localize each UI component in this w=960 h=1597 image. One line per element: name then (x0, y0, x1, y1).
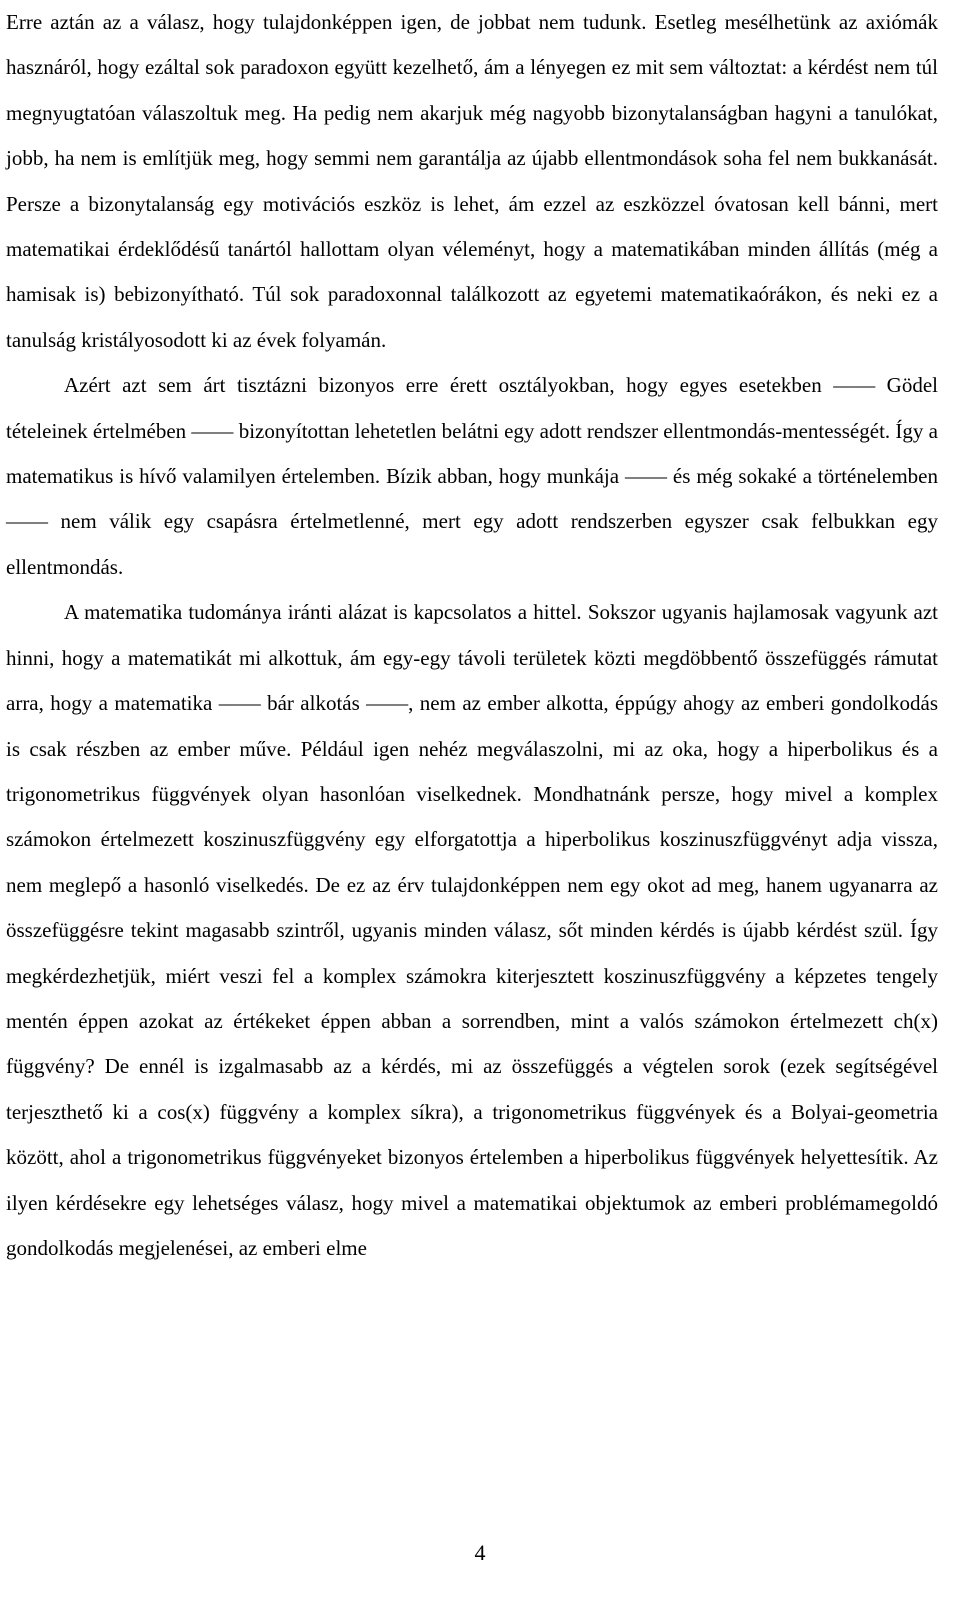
page-number: 4 (474, 1540, 486, 1565)
paragraph-3: A matematika tudománya iránti alázat is kapcsolatos a hittel. Sokszor ugyanis hajlamosak vagyunk azt hinni, hogy a matematikát mi alkottuk, ám egy-egy távoli területek közti megdöbbentő összefüggés rámutat arra, hogy a matematika —— bár alkotás ——, nem az ember alkotta, éppúgy ahogy az emberi gondolkodás is csak részben az ember műve. Például igen nehéz megválaszolni, mi az oka, hogy a hiperbolikus és a trigonometrikus függvények olyan hasonlóan viselkednek. Mondhatnánk persze, hogy mivel a komplex számokon értelmezett koszinuszfüggvény egy elforgatottja a hiperbolikus koszinuszfüggvényt adja vissza, nem meglepő a hasonló viselkedés. De ez az érv tulajdonképpen nem egy okot ad meg, hanem ugyanarra az összefüggésre tekint magasabb szintről, ugyanis minden válasz, sőt minden kérdés is újabb kérdést szül. Így megkérdezhetjük, miért veszi fel a komplex számokra kiterjesztett koszinuszfüggvény a képzetes tengely mentén éppen azokat az értékeket éppen abban a sorrendben, mint a valós számokon értelmezett ch(x) függvény? De ennél is izgalmasabb az a kérdés, mi az összefüggés a végtelen sorok (ezek segítségével terjeszthető ki a cos(x) függvény a komplex síkra), a trigonometrikus függvények és a Bolyai-geometria között, ahol a trigonometrikus függvényeket bizonyos értelemben a hiperbolikus függvények helyettesítik. Az ilyen kérdésekre egy lehetséges válasz, hogy mivel a matematikai objektumok az emberi problémamegoldó gondolkodás megjelenései, az emberi elme (6, 600, 938, 1260)
paragraph-2: Azért azt sem árt tisztázni bizonyos erre érett osztályokban, hogy egyes esetekben —— Gödel tételeinek értelmében —— bizonyítottan lehetetlen belátni egy adott rendszer ellentmondás-mentességét. Így a matematikus is hívő valamilyen értelemben. Bízik abban, hogy munkája —— és még sokaké a történelemben —— nem válik egy csapásra értelmetlenné, mert egy adott rendszerben egyszer csak felbukkan egy ellentmondás. (6, 373, 938, 579)
paragraph-1: Erre aztán az a válasz, hogy tulajdonképpen igen, de jobbat nem tudunk. Esetleg mesélhetünk az axiómák hasznáról, hogy ezáltal sok paradoxon együtt kezelhető, ám a lényegen ez mit sem változtat: a kérdést nem túl megnyugtatóan válaszoltuk meg. Ha pedig nem akarjuk még nagyobb bizonytalanságban hagyni a tanulókat, jobb, ha nem is említjük meg, hogy semmi nem garantálja az újabb ellentmondások soha fel nem bukkanását. Persze a bizonytalanság egy motivációs eszköz is lehet, ám ezzel az eszközzel óvatosan kell bánni, mert matematikai érdeklődésű tanártól hallottam olyan véleményt, hogy a matematikában minden állítás (még a hamisak is) bebizonyítható. Túl sok paradoxonnal találkozott az egyetemi matematikaórákon, és neki ez a tanulság kristályosodott ki az évek folyamán. (6, 10, 938, 352)
document-page (6, 0, 938, 1271)
